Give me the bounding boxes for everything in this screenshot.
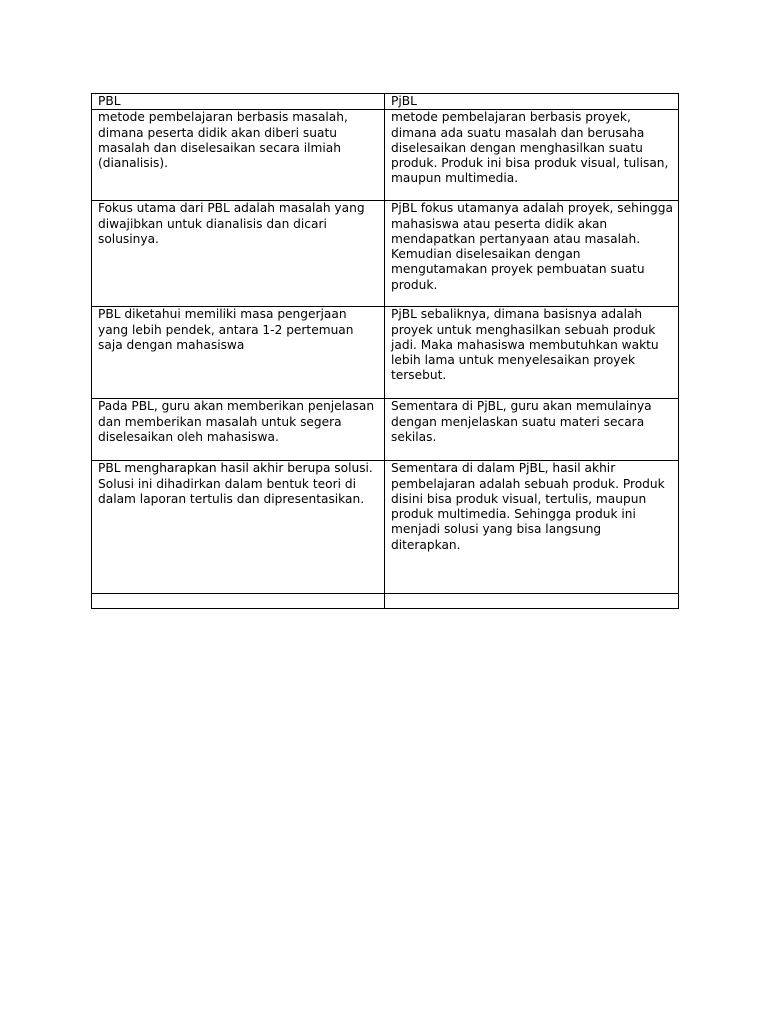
cell-pjbl: PjBL fokus utamanya adalah proyek, sehingga mahasiswa atau peserta didik akan mendapatkan pertanyaan atau masalah. Kemudian diselesaikan dengan mengutamakan proyek pembuatan suatu produk. [385,201,679,307]
header-pbl: PBL [92,94,385,110]
cell-pjbl: PjBL sebaliknya, dimana basisnya adalah proyek untuk menghasilkan sebuah produk jadi. Maka mahasiswa membutuhkan waktu lebih lama untuk menyelesaikan proyek tersebut. [385,307,679,399]
cell-pjbl: metode pembelajaran berbasis proyek, dimana ada suatu masalah dan berusaha diselesaikan dengan menghasilkan suatu produk. Produk ini bisa produk visual, tulisan, maupun multimedia. [385,110,679,201]
cell-pbl-empty [92,594,385,609]
cell-pbl: Pada PBL, guru akan memberikan penjelasan dan memberikan masalah untuk segera diselesaikan oleh mahasiswa. [92,399,385,461]
table-row [92,110,679,201]
cell-pbl: PBL mengharapkan hasil akhir berupa solusi. Solusi ini dihadirkan dalam bentuk teori di dalam laporan tertulis dan dipresentasikan. [92,461,385,594]
header-pjbl: PjBL [385,94,679,110]
cell-pjbl-empty [385,594,679,609]
table-header-row [92,94,679,110]
table-row [92,399,679,461]
cell-pbl: metode pembelajaran berbasis masalah, dimana peserta didik akan diberi suatu masalah dan diselesaikan secara ilmiah (dianalisis). [92,110,385,201]
table-row [92,201,679,307]
cell-pjbl: Sementara di PjBL, guru akan memulainya dengan menjelaskan suatu materi secara sekilas. [385,399,679,461]
cell-pjbl: Sementara di dalam PjBL, hasil akhir pembelajaran adalah sebuah produk. Produk disini bisa produk visual, tertulis, maupun produk multimedia. Sehingga produk ini menjadi solusi yang bisa langsung diterapkan. [385,461,679,594]
table-row [92,307,679,399]
table-row [92,461,679,594]
comparison-table [91,93,679,609]
cell-pbl: PBL diketahui memiliki masa pengerjaan yang lebih pendek, antara 1-2 pertemuan saja dengan mahasiswa [92,307,385,399]
cell-pbl: Fokus utama dari PBL adalah masalah yang diwajibkan untuk dianalisis dan dicari solusinya. [92,201,385,307]
empty-table-row [92,594,679,609]
